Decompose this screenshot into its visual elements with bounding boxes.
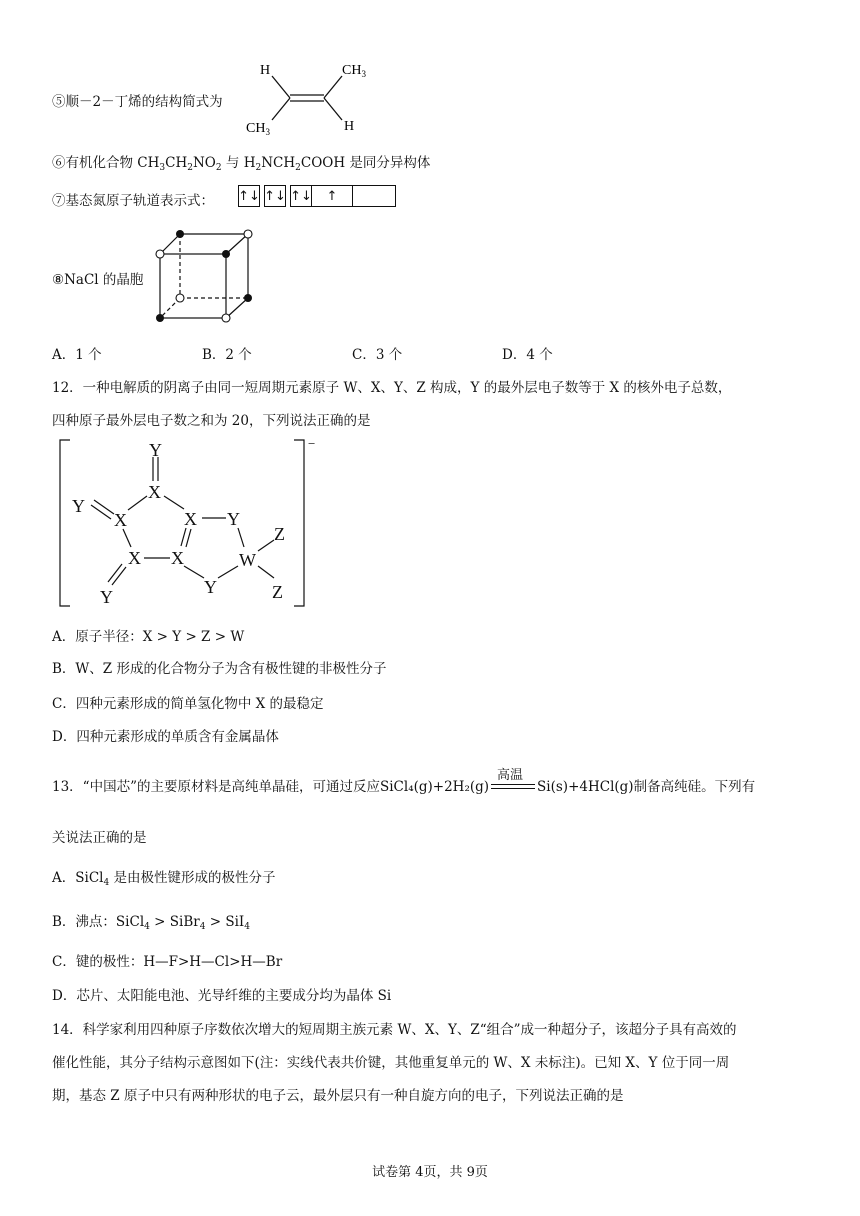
reaction-condition: 高温: [497, 768, 524, 783]
option-d: D．4 个: [502, 347, 553, 363]
q13-option-b: B．沸点：SiCl$_4$ > SiBr$_4$ > SiI$_4$: [52, 914, 250, 932]
reaction-arrow: [491, 768, 535, 795]
q11-options: [52, 343, 652, 363]
option-a: A．1 个: [52, 347, 102, 363]
atom-y-bottom: Y: [204, 577, 217, 597]
orbital-cell: ↑↓: [238, 188, 260, 204]
anion-structure-diagram: [52, 436, 332, 612]
cis-2-butene-structure: [240, 58, 380, 136]
atom-z-top: Z: [274, 524, 285, 544]
item7-text: ⑦基态氮原子轨道表示式：: [52, 193, 214, 209]
ch3-bottom-left: $CH_3$: [246, 121, 270, 136]
atom-y-bottom-left: Y: [100, 587, 113, 607]
anion-charge: −: [308, 436, 316, 451]
atom-x-right: X: [184, 509, 197, 529]
q13-stem-line2: 关说法正确的是: [52, 830, 147, 846]
atom-x-left: X: [114, 510, 127, 530]
atom-y-top: Y: [149, 440, 162, 460]
orbital-2p: [290, 185, 396, 207]
q13-option-c: C．键的极性：H—F>H—Cl>H—Br: [52, 954, 283, 970]
reaction-left: SiCl₄(g)+2H₂(g): [379, 779, 490, 795]
orbital-cell: ↑↓: [290, 188, 312, 204]
item8-text: ⑧NaCl 的晶胞: [52, 272, 144, 288]
q12-option-a: A．原子半径：X > Y > Z > W: [52, 629, 245, 645]
item6-text: ⑥有机化合物 $CH_3CH_2NO_2$ 与 $H_2NCH_2COOH$ 是同分异构体: [52, 155, 431, 173]
q13-option-d: D．芯片、太阳能电池、光导纤维的主要成分均为晶体 Si: [52, 988, 392, 1004]
orbital-1s: [238, 185, 260, 207]
ch3-top-right: $CH_3$: [342, 63, 366, 79]
h-bottom-right: H: [344, 119, 355, 134]
q12-stem-line1: 12．一种电解质的阴离子由同一短周期元素原子 W、X、Y、Z 构成，Y 的最外层电子数等于 X 的核外电子总数，: [52, 380, 732, 396]
atom-w: W: [239, 550, 256, 570]
atom-z-bottom: Z: [272, 582, 283, 602]
reaction-right: Si(s)+4HCl(g): [537, 779, 634, 795]
page-footer: 试卷第 4页，共 9页: [372, 1165, 488, 1180]
orbital-2s: [264, 185, 286, 207]
q12-option-d: D．四种元素形成的单质含有金属晶体: [52, 729, 279, 745]
nacl-unit-cell: [150, 226, 260, 326]
orbital-cell: ↑↓: [264, 188, 286, 204]
atom-x-bottom-left: X: [128, 548, 141, 568]
q13-stem-line1: 13．“中国芯”的主要原材料是高纯单晶硅，可通过反应SiCl₄(g)+2H₂(g) 高温 Si(s)+4HCl(g)制备高纯硅。下列有: [52, 775, 755, 795]
option-b: B．2 个: [202, 347, 252, 363]
q14-stem-line1: 14．科学家利用四种原子序数依次增大的短周期主族元素 W、X、Y、Z“组合”成一种超分子，该超分子具有高效的: [52, 1022, 737, 1038]
nitrogen-orbital-diagram: [238, 185, 396, 209]
q14-stem-line2: 催化性能，其分子结构示意图如下(注：实线代表共价键，其他重复单元的 W、X 未标注)。已知 X、Y 位于同一周: [52, 1055, 730, 1071]
orbital-cell: ↑: [311, 186, 352, 206]
q13-option-a: A．SiCl$_4$ 是由极性键形成的极性分子: [52, 870, 276, 888]
q12-option-b: B．W、Z 形成的化合物分子为含有极性键的非极性分子: [52, 661, 387, 677]
h-top-left: H: [260, 63, 271, 78]
atom-x-bottom-right: X: [171, 548, 184, 568]
atom-y-left: Y: [72, 496, 85, 516]
q12-option-c: C．四种元素形成的简单氢化物中 X 的最稳定: [52, 696, 324, 712]
q12-stem-line2: 四种原子最外层电子数之和为 20，下列说法正确的是: [52, 413, 371, 429]
item5-text: ⑤顺－2－丁烯的结构简式为: [52, 94, 223, 110]
atom-y-right: Y: [227, 509, 240, 529]
q14-stem-line3: 期，基态 Z 原子中只有两种形状的电子云，最外层只有一种自旋方向的电子，下列说法正确的是: [52, 1088, 624, 1104]
atom-x-top: X: [148, 482, 161, 502]
option-c: C．3 个: [352, 347, 403, 363]
orbital-cell: [352, 186, 395, 206]
